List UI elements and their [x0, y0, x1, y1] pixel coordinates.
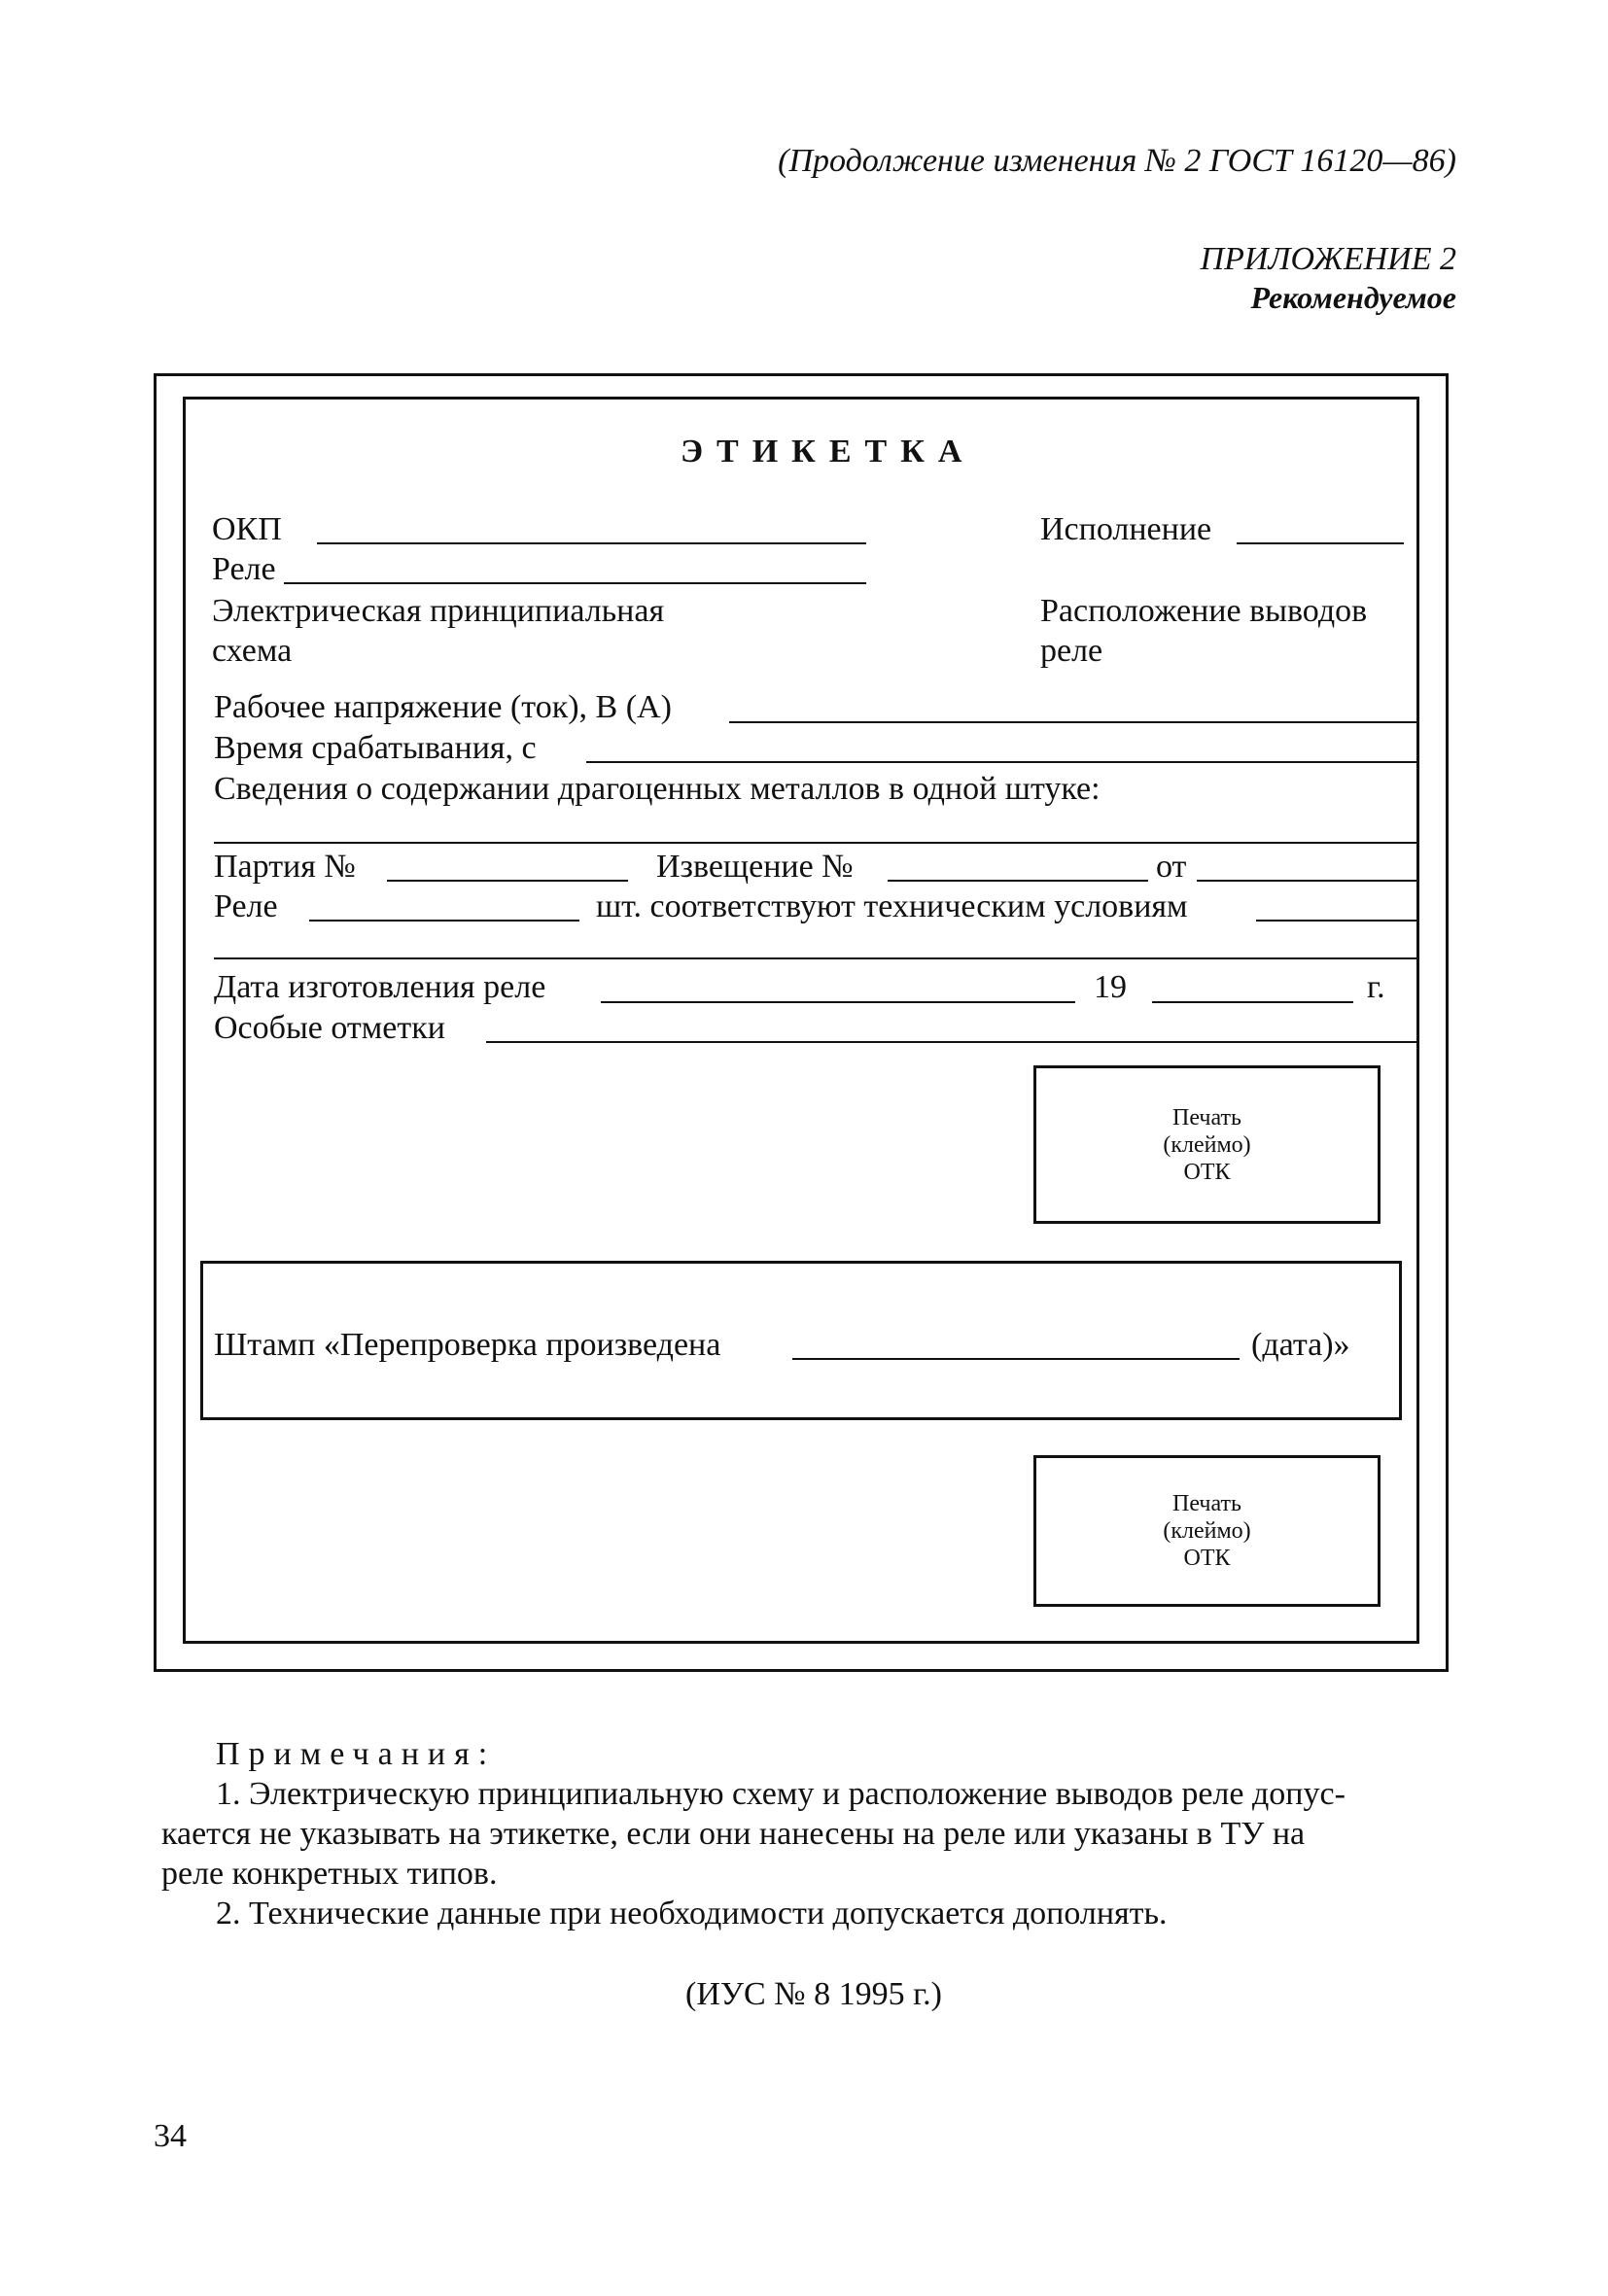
seal-2-line1: Печать: [1172, 1491, 1241, 1516]
notes-heading: Примечания:: [216, 1736, 497, 1772]
relay-field[interactable]: [284, 582, 866, 584]
terminals-label-line1: Расположение выводов: [1040, 593, 1368, 629]
stamp-date-label: (дата)»: [1251, 1327, 1350, 1363]
batch-label: Партия №: [214, 849, 356, 885]
appendix-title: ПРИЛОЖЕНИЕ 2: [1200, 241, 1456, 277]
voltage-label: Рабочее напряжение (ток), В (А): [214, 689, 672, 725]
precious-metals-label: Сведения о содержании драгоценных металлов в одной штуке:: [214, 771, 1101, 807]
relay-label: Реле: [212, 551, 276, 587]
execution-label: Исполнение: [1040, 511, 1212, 547]
continuation-header: (Продолжение изменения № 2 ГОСТ 16120—86): [778, 143, 1456, 179]
stamp-text: Штамп «Перепроверка произведена: [214, 1327, 721, 1363]
special-marks-label: Особые отметки: [214, 1010, 445, 1046]
seal-1-line2: (клеймо): [1163, 1131, 1251, 1158]
note-2: 2. Технические данные при необходимости допускается дополнять.: [216, 1896, 1168, 1931]
circuit-label-line2: схема: [212, 633, 293, 669]
circuit-label-line1: Электрическая принципиальная: [212, 593, 665, 629]
conform-label: шт. соответствуют техническим условиям: [596, 888, 1188, 924]
seal-box-2: [1033, 1455, 1381, 1607]
year-prefix: 19: [1094, 969, 1127, 1005]
conform-field[interactable]: [1256, 920, 1419, 922]
note-1-line1: 1. Электрическую принципиальную схему и расположение выводов реле допус-: [216, 1776, 1346, 1812]
year-field[interactable]: [1152, 1001, 1353, 1003]
seal-box-1: [1033, 1065, 1381, 1224]
conform-field-continuation[interactable]: [214, 957, 1419, 959]
notice-label: Извещение №: [656, 849, 854, 885]
terminals-label-line2: реле: [1040, 633, 1103, 669]
okp-label: ОКП: [212, 511, 282, 547]
notice-field[interactable]: [888, 880, 1148, 882]
label-title: ЭТИКЕТКА: [681, 434, 976, 470]
special-marks-field[interactable]: [486, 1041, 1419, 1043]
seal-1-line1: Печать: [1172, 1104, 1241, 1131]
execution-field[interactable]: [1237, 542, 1404, 544]
note-1-line3: реле конкретных типов.: [161, 1856, 498, 1892]
relay-qty-label: Реле: [214, 888, 278, 924]
okp-field[interactable]: [317, 542, 866, 544]
response-time-field[interactable]: [586, 761, 1419, 763]
seal-2-line3: ОТК: [1183, 1546, 1231, 1571]
seal-1-line3: ОТК: [1183, 1159, 1231, 1185]
from-field[interactable]: [1197, 880, 1419, 882]
note-1-line2: кается не указывать на этикетке, если они нанесены на реле или указаны в ТУ на: [161, 1816, 1306, 1852]
from-label: от: [1156, 849, 1187, 885]
response-time-label: Время срабатывания, с: [214, 730, 537, 766]
year-suffix: г.: [1367, 969, 1385, 1005]
page-number: 34: [154, 2118, 187, 2154]
ius-reference: (ИУС № 8 1995 г.): [685, 1976, 942, 2012]
precious-metals-field[interactable]: [214, 842, 1419, 844]
manufacture-date-field[interactable]: [601, 1001, 1075, 1003]
manufacture-date-label: Дата изготовления реле: [214, 969, 546, 1005]
batch-field[interactable]: [387, 880, 628, 882]
seal-2-line2: (клеймо): [1163, 1518, 1251, 1544]
relay-qty-field[interactable]: [309, 920, 579, 922]
voltage-field[interactable]: [729, 721, 1419, 723]
stamp-date-field[interactable]: [792, 1358, 1240, 1360]
appendix-status: Рекомендуемое: [1250, 280, 1456, 315]
